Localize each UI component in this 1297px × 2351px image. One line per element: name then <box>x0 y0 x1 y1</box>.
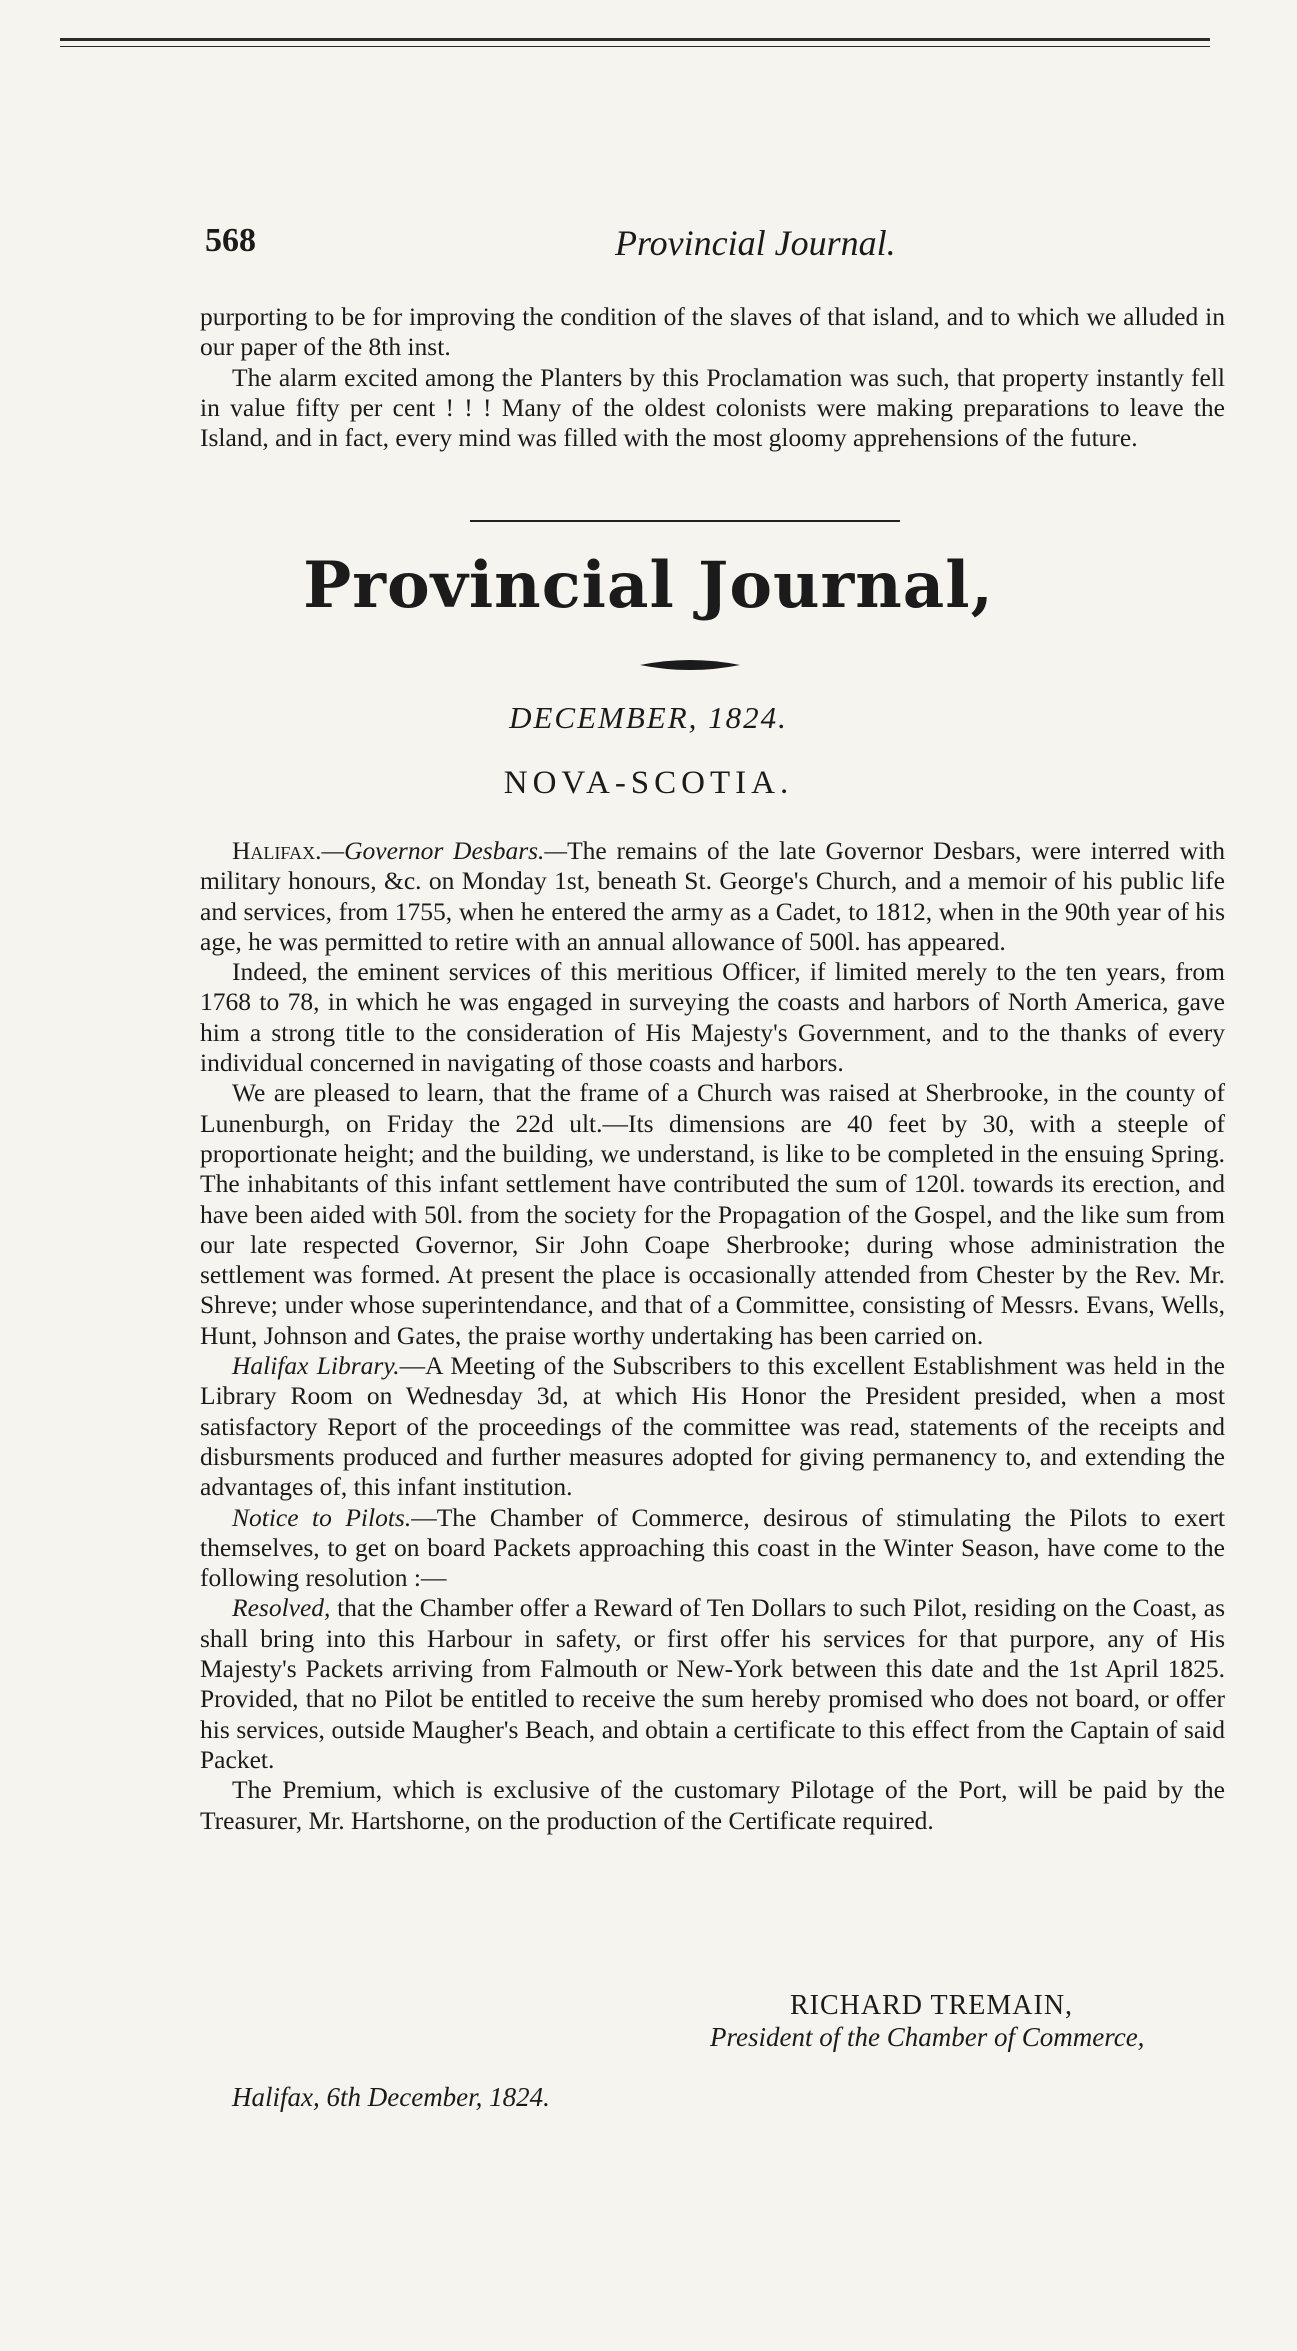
article-pilots <box>200 1503 1225 1594</box>
article-halifax <box>200 836 1225 957</box>
article-heading: Resolved, <box>232 1593 331 1623</box>
article-heading: Halifax. <box>232 836 322 865</box>
signature-dateline: Halifax, 6th December, 1824. <box>232 2082 550 2112</box>
article-premium: The Premium, which is exclusive of the customary Pilotage of the Port, will be paid by the Treasurer, Mr. Hartshorne, on the production of the Certificate required. <box>200 1775 1225 1835</box>
news-articles <box>200 836 1225 1836</box>
article-body: —The Chamber of Commerce, desirous of stimulating the Pilots to exert themselves, to get on board Packets approaching this coast in the Winter Season, have come to the following resolution :— <box>200 1502 1226 1593</box>
article-resolved <box>200 1593 1225 1775</box>
article-body: The remains of the late Governor Desbars, were interred with military honours, &c. on Monday 1st, beneath St. George's Church, and a memoir of his public life and services, from 1755, when he entered the army as a Cadet, to 1812, when in the 90th year of his age, he was permitted to retire with an annual allowance of 500l. has appeared. <box>200 836 1226 956</box>
running-head <box>205 222 1225 270</box>
top-border-rule-thin <box>60 46 1210 47</box>
article-indeed: Indeed, the eminent services of this meritious Officer, if limited merely to the ten years, from 1768 to 78, in which he was engaged in surveying the coasts and harbors of North America, gave him a strong title to the consideration of His Majesty's Government, and to the thanks of every individual concerned in navigating of those coasts and harbors. <box>200 957 1225 1078</box>
section-divider-rule <box>470 520 900 522</box>
date-line: DECEMBER, 1824. <box>509 700 788 735</box>
preamble-paragraph: The alarm excited among the Planters by this Proclamation was such, that property instantly fell in value fifty per cent ! ! ! Many of the oldest colonists were making preparations to leave the Island, and in fact, every mind was filled with the most gloomy apprehensions of the future. <box>200 362 1225 453</box>
article-library <box>200 1351 1225 1502</box>
ornament-divider-icon <box>640 655 740 675</box>
signature-name: RICHARD TREMAIN, <box>790 1990 1074 2021</box>
top-border-rule <box>60 38 1210 41</box>
article-heading: Halifax Library. <box>232 1351 400 1381</box>
signature-title: President of the Chamber of Commerce, <box>710 2022 1145 2052</box>
article-subject: —Governor Desbars.— <box>321 836 568 865</box>
article-body: that the Chamber offer a Reward of Ten Dollars to such Pilot, residing on the Coast, as shall bring into this Harbour in safety, or first offer his services for that purpore, any of His Majesty's Packets arriving from Falmouth or New-York between this date and the 1st April 1825. Provided, that no Pilot be entitled to receive the sum hereby promised who does not board, or offer his services, outside Maugher's Beach, and obtain a certificate to this effect from the Captain of said Packet. <box>200 1593 1226 1774</box>
article-body: —A Meeting of the Subscribers to this excellent Establishment was held in the Library Room on Wednesday 3d, at which His Honor the President presided, when a most satisfactory Report of the proceedings of the committee was read, statements of the receipts and disbursments produced and further measures adopted for giving permanency to, and extending the advantages of, this infant institution. <box>200 1351 1225 1502</box>
preamble-paragraph: purporting to be for improving the condition of the slaves of that island, and to which we alluded in our paper of the 8th inst. <box>200 302 1225 362</box>
running-title: Provincial Journal. <box>615 223 896 263</box>
section-title: NOVA-SCOTIA. <box>503 765 794 801</box>
masthead: Provincial Journal, <box>303 548 994 623</box>
article-church: We are pleased to learn, that the frame of a Church was raised at Sherbrooke, in the county of Lunenburgh, on Friday the 22d ult.—Its dimensions are 40 feet by 30, with a steeple of proportionate height; and the building, we understand, is like to be completed in the ensuing Spring. The inhabitants of this infant settlement have contributed the sum of 120l. towards its erection, and have been aided with 50l. from the society for the Propagation of the Gospel, and the like sum from our late respected Governor, Sir John Coape Sherbrooke; during whose administration the settlement was formed. At present the place is occasionally attended from Chester by the Rev. Mr. Shreve; under whose superintendance, and that of a Committee, consisting of Messrs. Evans, Wells, Hunt, Johnson and Gates, the praise worthy undertaking has been carried on. <box>200 1078 1225 1350</box>
page-number: 568 <box>205 222 256 259</box>
preamble-block <box>200 302 1225 453</box>
article-heading: Notice to Pilots. <box>232 1502 412 1532</box>
